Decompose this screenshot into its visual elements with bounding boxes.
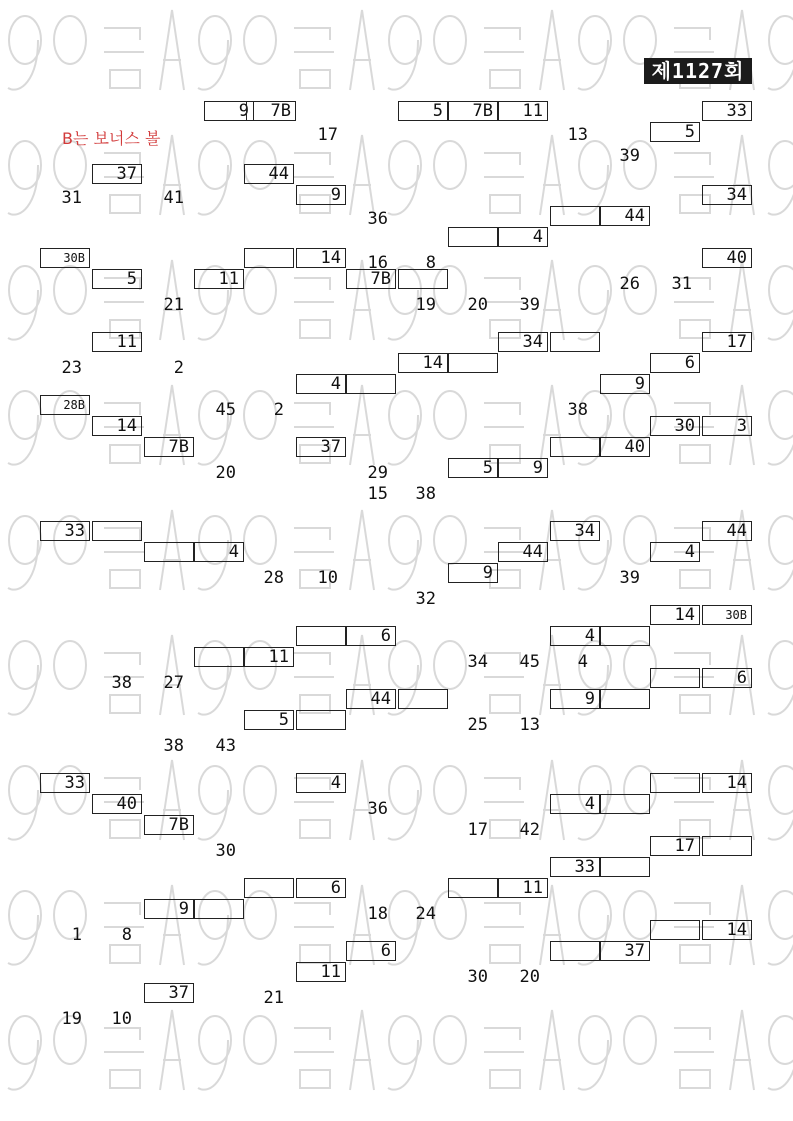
number-cell <box>194 899 244 919</box>
number-cell: 4 <box>550 626 600 646</box>
loose-number: 24 <box>415 904 436 924</box>
number-cell: 14 <box>702 773 752 793</box>
number-cell <box>448 353 498 373</box>
loose-number: 4 <box>577 652 588 672</box>
number-cell: 34 <box>702 185 752 205</box>
loose-number: 20 <box>519 967 540 987</box>
number-cell <box>144 542 194 562</box>
number-cell: 7B <box>144 437 194 457</box>
number-cell: 9 <box>448 563 498 583</box>
loose-number: 13 <box>519 715 540 735</box>
loose-number: 20 <box>467 295 488 315</box>
loose-number: 2 <box>273 400 284 420</box>
number-cell <box>448 227 498 247</box>
number-cell: 5 <box>398 101 448 121</box>
number-cell: 7B <box>144 815 194 835</box>
number-cell: 3 <box>702 416 752 436</box>
number-cell: 33 <box>40 521 90 541</box>
number-cell: 4 <box>296 374 346 394</box>
number-cell: 44 <box>244 164 294 184</box>
number-cell <box>244 878 294 898</box>
number-cell <box>702 836 752 856</box>
number-cell <box>650 773 700 793</box>
number-cell: 33 <box>550 857 600 877</box>
number-cell: 14 <box>702 920 752 940</box>
number-cell: 9 <box>296 185 346 205</box>
number-cell: 11 <box>244 647 294 667</box>
number-cell <box>92 521 142 541</box>
number-cell: 9 <box>204 101 254 121</box>
number-cell: 44 <box>600 206 650 226</box>
loose-number: 38 <box>415 484 436 504</box>
loose-number: 41 <box>163 188 184 208</box>
number-cell: 4 <box>194 542 244 562</box>
number-cell <box>296 626 346 646</box>
number-cell: 37 <box>92 164 142 184</box>
number-cell: 34 <box>550 521 600 541</box>
loose-number: 25 <box>467 715 488 735</box>
loose-number: 21 <box>263 988 284 1008</box>
number-cell: 7B <box>448 101 498 121</box>
number-cell: 4 <box>498 227 548 247</box>
loose-number: 42 <box>519 820 540 840</box>
number-cell: 5 <box>650 122 700 142</box>
number-cell: 44 <box>346 689 396 709</box>
number-cell: 11 <box>194 269 244 289</box>
number-cell <box>398 689 448 709</box>
number-cell <box>600 626 650 646</box>
loose-number: 17 <box>317 125 338 145</box>
number-cell: 9 <box>498 458 548 478</box>
loose-number: 8 <box>425 253 436 273</box>
loose-number: 26 <box>619 274 640 294</box>
number-cell: 9 <box>144 899 194 919</box>
number-cell: 7B <box>246 101 296 121</box>
number-cell: 4 <box>650 542 700 562</box>
loose-number: 20 <box>215 463 236 483</box>
number-cell: 14 <box>92 416 142 436</box>
number-cell: 30B <box>40 248 90 268</box>
loose-number: 27 <box>163 673 184 693</box>
loose-number: 19 <box>61 1009 82 1029</box>
number-cell <box>600 857 650 877</box>
number-cell: 11 <box>92 332 142 352</box>
number-cell: 4 <box>296 773 346 793</box>
number-cell: 40 <box>600 437 650 457</box>
loose-number: 10 <box>317 568 338 588</box>
number-cell: 30B <box>702 605 752 625</box>
number-cell <box>550 206 600 226</box>
loose-number: 21 <box>163 295 184 315</box>
bonus-note: B는 보너스 볼 <box>62 129 161 148</box>
number-cell: 6 <box>346 941 396 961</box>
number-cell: 40 <box>702 248 752 268</box>
loose-number: 15 <box>367 484 388 504</box>
loose-number: 30 <box>467 967 488 987</box>
loose-number: 39 <box>519 295 540 315</box>
number-cell: 9 <box>600 374 650 394</box>
number-cell: 17 <box>650 836 700 856</box>
loose-number: 38 <box>163 736 184 756</box>
draw-title: 제1127회 <box>644 58 752 84</box>
number-cell: 17 <box>702 332 752 352</box>
number-cell: 44 <box>498 542 548 562</box>
loose-number: 17 <box>467 820 488 840</box>
loose-number: 38 <box>111 673 132 693</box>
number-cell: 6 <box>296 878 346 898</box>
number-cell: 4 <box>550 794 600 814</box>
number-cell: 37 <box>600 941 650 961</box>
number-cell <box>346 374 396 394</box>
loose-number: 36 <box>367 799 388 819</box>
loose-number: 36 <box>367 209 388 229</box>
number-cell <box>550 332 600 352</box>
number-cell <box>550 437 600 457</box>
loose-number: 39 <box>619 146 640 166</box>
loose-number: 13 <box>567 125 588 145</box>
loose-number: 23 <box>61 358 82 378</box>
number-cell: 7B <box>346 269 396 289</box>
loose-number: 39 <box>619 568 640 588</box>
number-cell: 11 <box>498 878 548 898</box>
number-cell: 6 <box>346 626 396 646</box>
number-cell <box>650 920 700 940</box>
loose-number: 29 <box>367 463 388 483</box>
number-cell: 33 <box>40 773 90 793</box>
number-cell <box>448 878 498 898</box>
number-cell <box>550 941 600 961</box>
number-cell: 37 <box>296 437 346 457</box>
loose-number: 1 <box>71 925 82 945</box>
number-cell: 5 <box>448 458 498 478</box>
loose-number: 16 <box>367 253 388 273</box>
loose-number: 31 <box>61 188 82 208</box>
loose-number: 45 <box>519 652 540 672</box>
number-cell: 30 <box>650 416 700 436</box>
number-cell: 28B <box>40 395 90 415</box>
loose-number: 8 <box>121 925 132 945</box>
number-cell: 34 <box>498 332 548 352</box>
loose-number: 28 <box>263 568 284 588</box>
number-cell: 11 <box>296 962 346 982</box>
loose-number: 32 <box>415 589 436 609</box>
number-cell: 14 <box>398 353 448 373</box>
number-cell <box>600 689 650 709</box>
number-cell: 11 <box>498 101 548 121</box>
number-cell: 44 <box>702 521 752 541</box>
loose-number: 34 <box>467 652 488 672</box>
number-cell: 6 <box>650 353 700 373</box>
number-cell <box>244 248 294 268</box>
number-cell: 14 <box>650 605 700 625</box>
number-cell: 33 <box>702 101 752 121</box>
number-cell: 37 <box>144 983 194 1003</box>
number-cell: 9 <box>550 689 600 709</box>
number-cell <box>650 668 700 688</box>
number-cell: 5 <box>92 269 142 289</box>
number-cell: 14 <box>296 248 346 268</box>
loose-number: 38 <box>567 400 588 420</box>
number-cell: 40 <box>92 794 142 814</box>
number-cell <box>600 794 650 814</box>
loose-number: 19 <box>415 295 436 315</box>
number-cell: 6 <box>702 668 752 688</box>
loose-number: 45 <box>215 400 236 420</box>
loose-number: 31 <box>671 274 692 294</box>
number-cell <box>296 710 346 730</box>
loose-number: 30 <box>215 841 236 861</box>
loose-number: 2 <box>173 358 184 378</box>
loose-number: 43 <box>215 736 236 756</box>
loose-number: 10 <box>111 1009 132 1029</box>
number-cell: 5 <box>244 710 294 730</box>
loose-number: 18 <box>367 904 388 924</box>
number-cell <box>194 647 244 667</box>
